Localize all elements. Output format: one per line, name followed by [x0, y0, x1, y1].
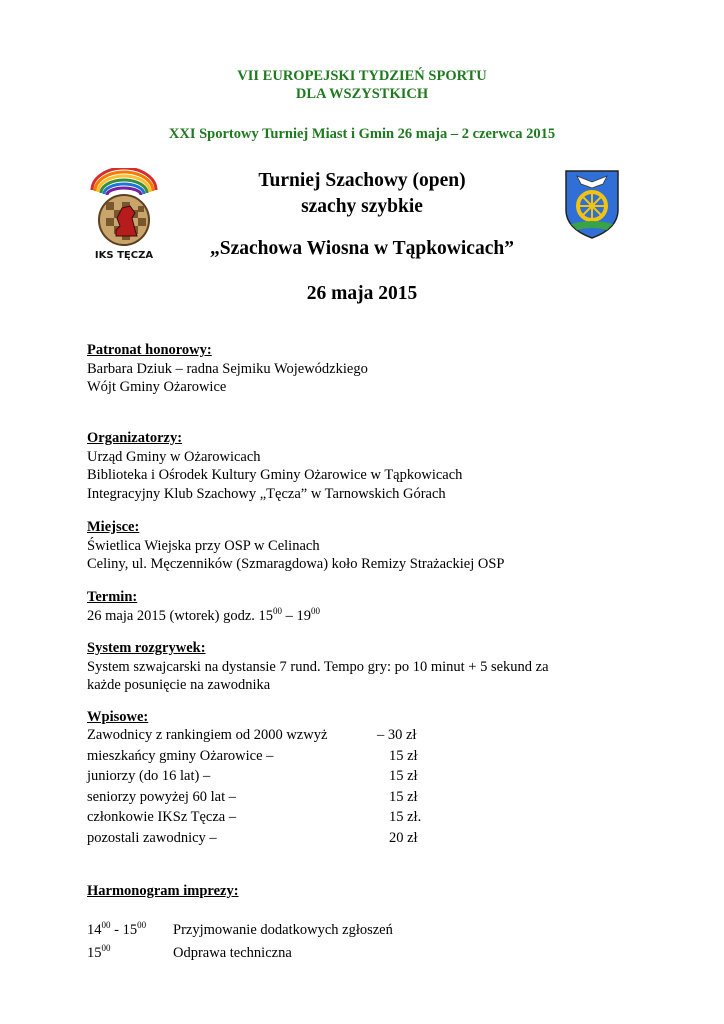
wpisowe-label: Wpisowe:: [87, 709, 149, 725]
tournament-name: „Szachowa Wiosna w Tąpkowicach”: [210, 238, 514, 259]
fee-row: [87, 747, 507, 768]
title-line-2: szachy szybkie: [301, 196, 423, 217]
schedule-desc: Przyjmowanie dodatkowych zgłoszeń: [173, 921, 393, 938]
section-organizatorzy: [87, 429, 462, 503]
fee-value: 20 zł: [389, 829, 418, 846]
fee-value: 15 zł: [389, 747, 418, 764]
fee-row: [87, 788, 507, 809]
fee-label: seniorzy powyżej 60 lat –: [87, 788, 236, 805]
tournament-title: [0, 168, 724, 220]
organizatorzy-label: Organizatorzy:: [87, 430, 183, 446]
schedule-separator: -: [110, 921, 123, 938]
system-label: System rozgrywek:: [87, 640, 206, 656]
schedule-hour: 15: [122, 921, 138, 938]
event-header: [0, 67, 724, 103]
header-line-1: VII EUROPEJSKI TYDZIEŃ SPORTU: [237, 68, 487, 84]
schedule-minutes: 00: [137, 919, 147, 930]
schedule-desc: Odprawa techniczna: [173, 944, 292, 961]
fee-row: [87, 767, 507, 788]
schedule-time: [87, 944, 111, 963]
fee-label: członkowie IKSz Tęcza –: [87, 809, 237, 825]
schedule-minutes: 00: [101, 942, 111, 953]
fee-label: mieszkańcy gminy Ożarowice –: [87, 747, 274, 764]
header-subtitle: XXI Sportowy Turniej Miast i Gmin 26 maja – 2 czerwca 2015: [168, 126, 556, 142]
system-line: System szwajcarski na dystansie 7 rund. Tempo gry: po 10 minut + 5 sekund za: [87, 658, 549, 675]
termin-label: Termin:: [87, 589, 138, 605]
fee-row: [87, 726, 507, 747]
fee-label: juniorzy (do 16 lat) –: [87, 768, 211, 784]
fee-value: 15 zł.: [389, 809, 422, 825]
fee-label: pozostali zawodnicy –: [87, 829, 217, 846]
section-patronat: [87, 341, 368, 397]
tournament-date: 26 maja 2015: [306, 283, 418, 304]
section-system: [87, 639, 549, 695]
termin-sup-end: 00: [311, 605, 321, 616]
miejsce-line: Celiny, ul. Męczenników (Szmaragdowa) koło Remizy Strażackiej OSP: [87, 556, 505, 572]
patronat-label: Patronat honorowy:: [87, 342, 212, 358]
fee-value: 15 zł: [389, 788, 418, 805]
section-harmonogram: [87, 882, 587, 967]
section-termin: [87, 588, 320, 625]
fee-row: [87, 829, 507, 850]
fee-value: 15 zł: [389, 768, 418, 784]
termin-sup-start: 00: [273, 605, 283, 616]
miejsce-label: Miejsce:: [87, 519, 140, 535]
schedule-row: [87, 921, 587, 944]
schedule-hour: 15: [87, 944, 102, 961]
fee-value: – 30 zł: [377, 727, 417, 743]
section-miejsce: [87, 518, 504, 574]
schedule-hour: 14: [87, 921, 102, 938]
organizator-line: Integracyjny Klub Szachowy „Tęcza” w Tarnowskich Górach: [87, 485, 446, 502]
organizator-line: Urząd Gminy w Ożarowicach: [87, 448, 261, 465]
schedule-row: [87, 944, 587, 967]
header-line-2: DLA WSZYSTKICH: [295, 86, 429, 102]
termin-mid: – 19: [282, 607, 312, 624]
logo-left-text: IKS TĘCZA: [94, 250, 154, 261]
fee-label: Zawodnicy z rankingiem od 2000 wzwyż: [87, 727, 328, 743]
fee-row: [87, 808, 507, 829]
system-line: każde posunięcie na zawodnika: [87, 677, 271, 693]
schedule-minutes: 00: [101, 919, 111, 930]
section-wpisowe: [87, 708, 507, 849]
title-line-1: Turniej Szachowy (open): [258, 170, 466, 191]
patronat-line: Wójt Gminy Ożarowice: [87, 379, 227, 395]
organizator-line: Biblioteka i Ośrodek Kultury Gminy Ożarowice w Tąpkowicach: [87, 467, 463, 483]
termin-value: [87, 607, 320, 626]
termin-text: 26 maja 2015 (wtorek) godz. 15: [87, 607, 274, 624]
miejsce-line: Świetlica Wiejska przy OSP w Celinach: [87, 537, 320, 554]
harmonogram-label: Harmonogram imprezy:: [87, 883, 239, 899]
schedule-time: [87, 921, 146, 940]
patronat-line: Barbara Dziuk – radna Sejmiku Wojewódzkiego: [87, 360, 368, 377]
